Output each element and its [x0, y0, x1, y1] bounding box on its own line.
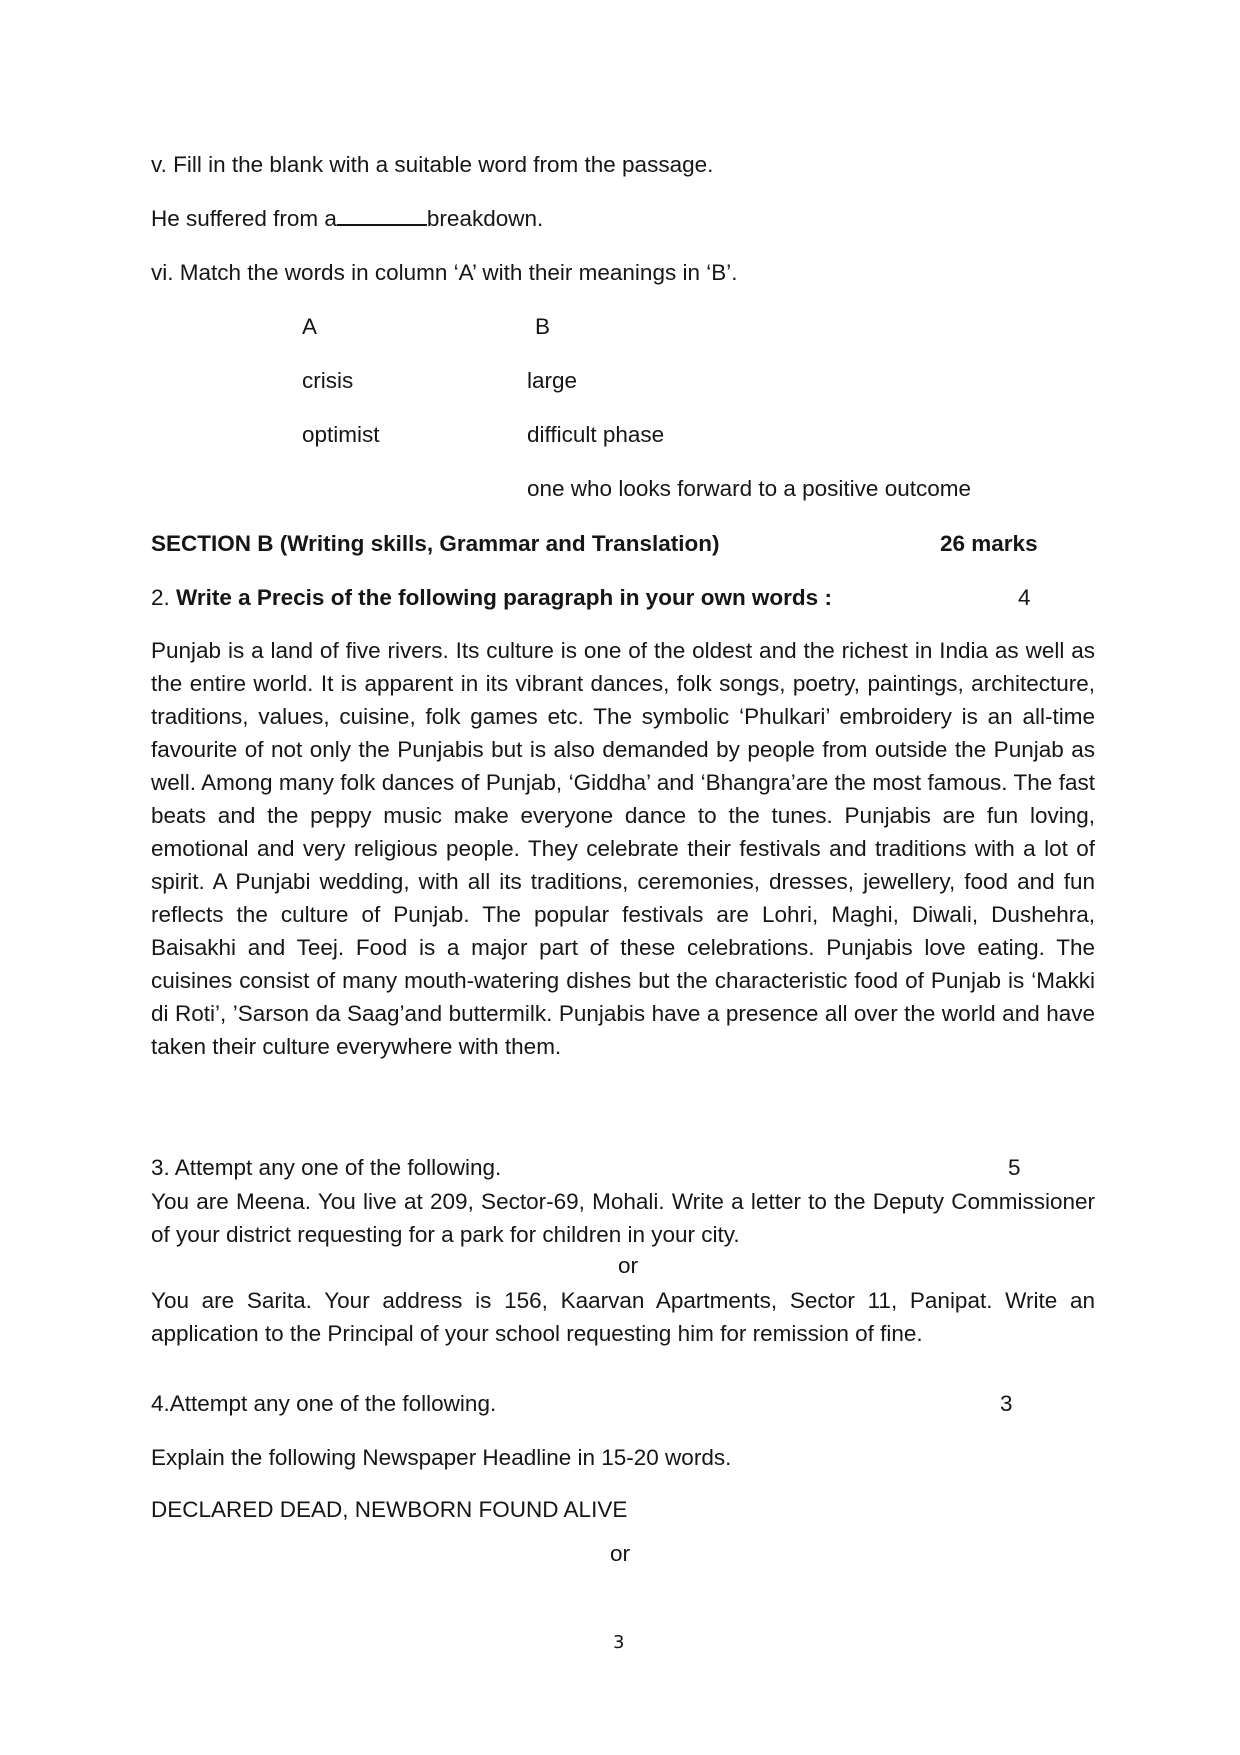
or-separator: or — [609, 1541, 630, 1566]
headline-task: Explain the following Newspaper Headline in 15-20 words. — [151, 1445, 732, 1470]
question-2-instruction: Write a Precis of the following paragraph in your own words : — [176, 585, 832, 610]
sentence-after-blank: breakdown. — [426, 206, 544, 231]
column-b-item: large — [527, 368, 578, 393]
section-b-marks: 26 marks — [940, 531, 1038, 556]
column-b-item: difficult phase — [527, 422, 665, 447]
question-3-instruction: 3. Attempt any one of the following. — [151, 1155, 502, 1180]
question-number: 2. — [151, 585, 170, 610]
newspaper-headline: DECLARED DEAD, NEWBORN FOUND ALIVE — [151, 1497, 628, 1522]
page-number: 3 — [613, 1632, 625, 1653]
question-3-marks: 5 — [1008, 1155, 1021, 1180]
question-v-instruction: v. Fill in the blank with a suitable word from the passage. — [151, 152, 714, 177]
column-a-item: optimist — [302, 422, 380, 447]
column-b-header: B — [535, 314, 551, 339]
precis-paragraph: Punjab is a land of five rivers. Its culture is one of the oldest and the richest in India as well as the entire world. It is apparent in its vibrant dances, folk songs, poetry, paintings, architecture, traditions, values, cuisine, folk games etc. The symbolic ‘Phulkari’ embroidery is an all-time favourite of not only the Punjabis but is also demanded by people from outside the Punjab as well. Among many folk dances of Punjab, ‘Giddha’ and ‘Bhangra’are the most famous. The fast beats and the peppy music make everyone dance to the tunes. Punjabis are fun loving, emotional and very religious people. They celebrate their festivals and traditions with a lot of spirit. A Punjabi wedding, with all its traditions, ceremonies, dresses, jewellery, food and fun reflects the culture of Punjab. The popular festivals are Lohri, Maghi, Diwali, Dushehra, Baisakhi and Teej. Food is a major part of these celebrations. Punjabis love eating. The cuisines consist of many mouth-watering dishes but the characteristic food of Punjab is ‘Makki di Roti’, ’Sarson da Saag’and buttermilk. Punjabis have a presence all over the world and have taken their culture everywhere with them. — [151, 638, 1095, 1059]
column-a-header: A — [302, 314, 318, 339]
question-3-option-2: You are Sarita. Your address is 156, Kaarvan Apartments, Sector 11, Panipat. Write an application to the Principal of your school requesting him for remission of fine. — [151, 1288, 1095, 1346]
question-4-marks: 3 — [1000, 1391, 1013, 1416]
question-4-instruction: 4.Attempt any one of the following. — [151, 1391, 497, 1416]
question-v-sentence — [151, 205, 543, 233]
fill-blank — [337, 206, 427, 226]
question-2-marks: 4 — [1018, 585, 1031, 610]
column-b-item: one who looks forward to a positive outcome — [527, 476, 971, 501]
or-separator: or — [617, 1253, 638, 1278]
column-a-item: crisis — [302, 368, 354, 393]
sentence-before-blank: He suffered from a — [151, 206, 337, 231]
question-2-heading — [151, 584, 832, 612]
question-3-option-1: You are Meena. You live at 209, Sector-69, Mohali. Write a letter to the Deputy Commissioner of your district requesting for a park for children in your city. — [151, 1189, 1095, 1247]
section-b-title: SECTION B (Writing skills, Grammar and Translation) — [151, 531, 720, 556]
question-vi-instruction: vi. Match the words in column ‘A’ with their meanings in ‘B’. — [151, 260, 738, 285]
